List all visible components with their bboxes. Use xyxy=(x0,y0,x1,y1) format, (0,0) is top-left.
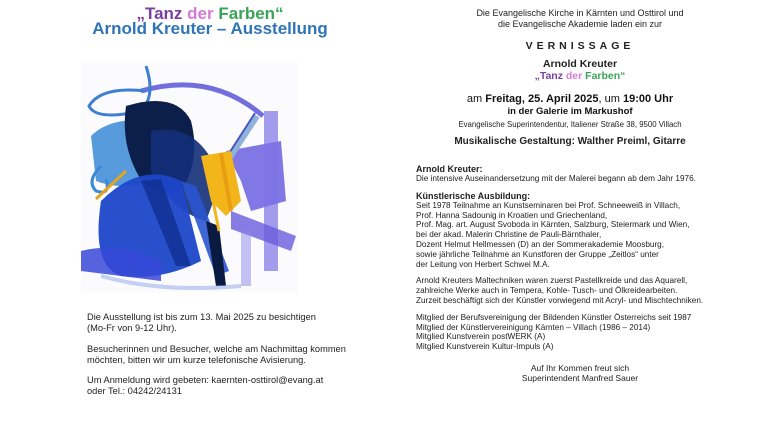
event-address: Evangelische Superintendentur, Italiener Straße 38, 9500 Villach xyxy=(458,120,682,129)
painting-image xyxy=(81,61,298,292)
exhibition-subtitle: Arnold Kreuter – Ausstellung xyxy=(92,19,328,38)
bio-memberships: Mitglied der Berufsvereinigung der Bildenden Künstler Österreichs seit 1987 Mitglied der Künstlervereinigung Kärnten – Villach (1986 – 2014) Mitglied Kunstverein postWERK (A) Mitglied Kunstverein Kultur-Impuls (A) xyxy=(416,312,692,352)
title-word-tanz: Tanz xyxy=(144,4,183,23)
bio-techniques: Arnold Kreuters Maltechniken waren zuerst Pastellkreide und das Aquarell, zahlreiche Werke auch in Tempera, Kohle- Tusch- und Ölkreidearbeiten. Zurzeit beschäftigt sich der Künstler vorwiegend mit Acryl- und Mischtechniken. xyxy=(416,276,704,305)
exhibition-info xyxy=(87,312,357,407)
title-word-der: der xyxy=(187,4,214,23)
artist-bio xyxy=(416,164,746,359)
bio-training: Künstlerische Ausbildung: Seit 1978 Teilnahme an Kunstseminaren bei Prof. Schneeweiß in Villach, Prof. Hanna Sadounig in Kroatien und Griechenland, Prof. Mag. art. August Svoboda in Kärnten, Salzburg, Steiermark und Wien, bei der akad. Malerin Christine de Pauli-Bärnthaler, Dozent Helmut Hellmessen (D) an der Sommerakademie Moosburg, sowie jährliche Teilnahme an Kunstforen der Gruppe „Zeitlos“ unter der Leitung von Herbert Schwei M.A. xyxy=(416,190,690,269)
event-date: am Freitag, 25. April 2025, um 19:00 Uhr xyxy=(466,93,674,105)
bio-intro: Arnold Kreuter: Die intensive Auseinandersetzung mit der Malerei begann ab dem Jahr 1976. xyxy=(416,164,696,183)
info-dates: Die Ausstellung ist bis zum 13. Mai 2025 zu besichtigen (Mo-Fr von 9-12 Uhr). xyxy=(87,312,316,333)
event-venue: in der Galerie im Markushof xyxy=(507,106,633,117)
invitation-intro: Die Evangelische Kirche in Kärnten und Osttirol und die Evangelische Akademie laden ein zur xyxy=(476,8,684,29)
vernissage-heading: VERNISSAGE xyxy=(525,40,635,52)
title-open-quote: „ xyxy=(136,4,145,23)
info-afternoon-visits: Besucherinnen und Besucher, welche am Nachmittag kommen möchten, bitten wir um kurze telefonische Avisierung. xyxy=(87,343,346,365)
music-credit: Musikalische Gestaltung: Walther Preiml, Gitarre xyxy=(454,136,686,147)
artist-name: Arnold Kreuter xyxy=(542,58,618,70)
title-close-quote: “ xyxy=(275,4,284,23)
info-registration: Um Anmeldung wird gebeten: kaernten-osttirol@evang.at oder Tel.: 04242/24131 xyxy=(87,375,324,396)
closing-signature: Auf Ihr Kommen freut sich Superintendent Manfred Sauer xyxy=(521,363,639,383)
artwork-title: „Tanz der Farben“ xyxy=(534,70,626,82)
title-word-farben: Farben xyxy=(218,4,276,23)
